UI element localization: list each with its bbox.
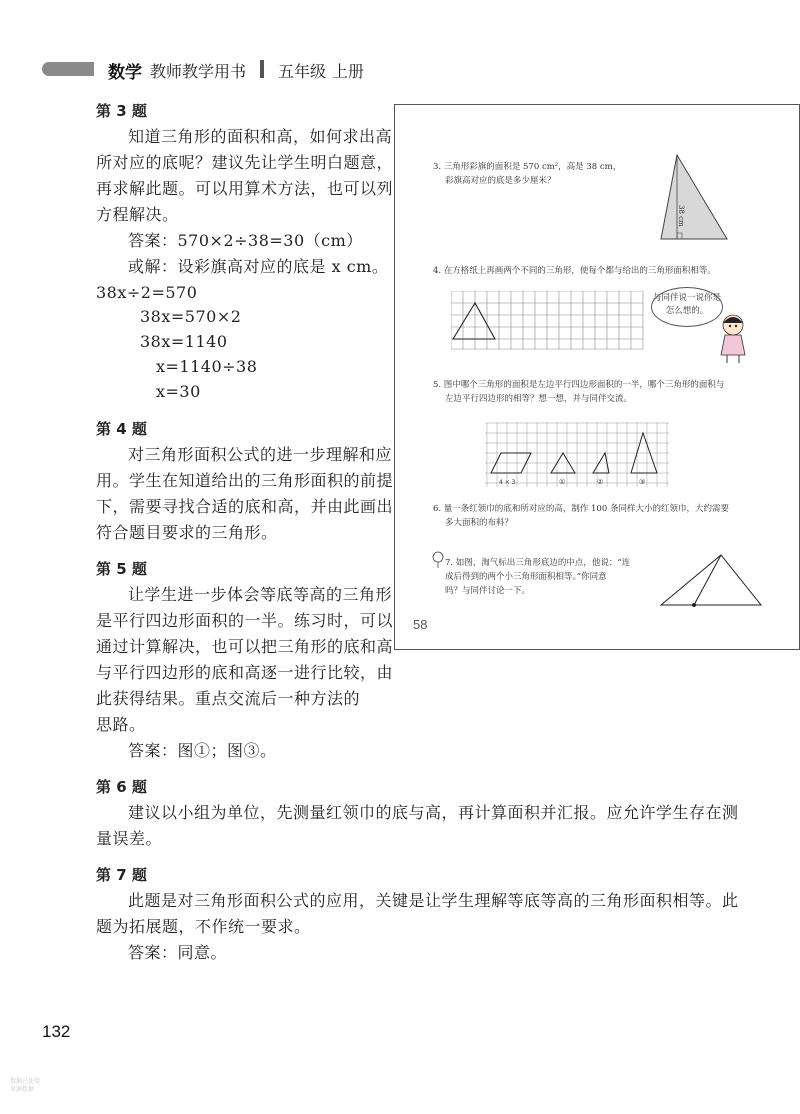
q3-equation: 38x=570×2	[140, 307, 242, 326]
inset-problem-5-cont: 左边平行四边形的相等？想一想，并与同伴交流。	[445, 394, 633, 404]
q4-para-line: 符合题目要求的三角形。	[96, 523, 278, 542]
textbook-page-inset	[394, 104, 800, 650]
q3-equation: x=30	[156, 382, 201, 401]
q5-para-line: 与平行四边形的底和高逐一进行比较，由	[96, 663, 394, 682]
q7-title: 第 7 题	[96, 866, 147, 884]
triangle-3-label: ③	[639, 478, 646, 486]
q5-para-line: 让学生进一步体会等底等高的三角形	[128, 585, 393, 604]
q5-title: 第 5 题	[96, 560, 147, 578]
inset-problem-6: 6. 量一条红领巾的底和所对应的高，制作 100 条同样大小的红领巾，大约需要	[433, 504, 729, 514]
q4-para-line: 下，需要寻找合适的底和高，并由此画出	[96, 497, 394, 516]
q4-title: 第 4 题	[96, 420, 147, 438]
girl-cartoon-icon	[715, 311, 751, 365]
inset-problem-7-cont: 吗？与同伴讨论一下。	[445, 586, 531, 596]
q5-para-line: 是平行四边形面积的一半。练习时，可以	[96, 611, 394, 630]
q6-title: 第 6 题	[96, 778, 147, 796]
q3-equation: x=1140÷38	[156, 357, 258, 376]
q7-answer: 答案：同意。	[128, 943, 228, 962]
inset-problem-3: 3. 三角形彩旗的面积是 570 cm²，高是 38 cm，	[433, 162, 622, 172]
q3-para-line: 知道三角形的面积和高，如何求出高	[128, 127, 393, 146]
header-divider	[260, 60, 264, 78]
q5-answer: 答案：图①；图③。	[128, 741, 277, 760]
inset-problem-4: 4. 在方格纸上再画两个不同的三角形，使每个都与给出的三角形面积相等。	[433, 266, 716, 276]
q7-para-line: 题为拓展题，不作统一要求。	[96, 917, 311, 936]
q3-equation: 38x÷2=570	[96, 283, 198, 302]
q5-para-line: 此获得结果。重点交流后一种方法的	[96, 689, 361, 708]
page-number: 132	[42, 1022, 71, 1041]
q5-para-line: 通过计算解决，也可以把三角形的底和高	[96, 637, 394, 656]
inset-page-number: 58	[413, 617, 428, 632]
q4-para-line: 用。学生在知道给出的三角形面积的前提	[96, 471, 394, 490]
grid-paper-figure	[451, 291, 645, 351]
header-book-title: 教师教学用书	[150, 62, 247, 81]
q3-answer: 答案：570×2÷38=30（cm）	[128, 231, 363, 250]
comparison-grid-figure	[485, 421, 671, 491]
q6-para-line: 建议以小组为单位，先测量红领巾的底与高，再计算面积并汇报。应允许学生存在测	[128, 803, 739, 822]
watermark-line: 数据已使用	[10, 1078, 41, 1085]
midpoint-triangle-figure	[657, 551, 767, 609]
q3-title: 第 3 题	[96, 102, 147, 120]
inset-problem-3-cont: 彩旗高对应的底是多少厘米？	[445, 176, 556, 186]
header-subject: 数学	[108, 63, 142, 83]
q3-alt: 或解：设彩旗高对应的底是 x cm。	[128, 257, 389, 276]
speech-bubble: 与同伴说一说你是怎么想的。	[651, 287, 723, 327]
watermark	[10, 1078, 40, 1094]
q4-para-line: 对三角形面积公式的进一步理解和应	[128, 445, 393, 464]
q3-para-line: 所对应的底呢？建议先让学生明白题意，	[96, 153, 394, 172]
pencil-icon	[431, 551, 445, 569]
triangle-1-label: ①	[559, 478, 566, 486]
inset-problem-5: 5. 图中哪个三角形的面积是左边平行四边形面积的一半，哪个三角形的面积与	[433, 380, 725, 390]
q7-para-line: 此题是对三角形面积公式的应用，关键是让学生理解等底等高的三角形面积相等。此	[128, 891, 739, 910]
inset-problem-7-cont: 成后得到的两个小三角形面积相等。”你同意	[445, 572, 607, 582]
header-tab-decoration	[42, 62, 94, 76]
parallelogram-label: 4 × 3	[499, 479, 516, 486]
flag-triangle-figure	[657, 153, 733, 243]
q3-para-line: 再求解此题。可以用算术方法，也可以列	[96, 179, 394, 198]
inset-problem-6-cont: 多大面积的布料？	[445, 518, 514, 528]
q3-para-line: 方程解决。	[96, 205, 179, 224]
flag-height-label: 38 cm	[677, 205, 685, 227]
header-grade: 五年级	[278, 62, 327, 81]
header-term: 上册	[332, 62, 365, 81]
q3-equation: 38x=1140	[140, 332, 228, 351]
q5-para-line: 思路。	[96, 715, 146, 734]
triangle-2-label: ②	[597, 478, 604, 486]
inset-problem-7: 7. 如图，淘气标出三角形底边的中点，他说：“连	[445, 558, 631, 568]
watermark-line: 来源数据	[10, 1086, 35, 1093]
q6-para-line: 量误差。	[96, 829, 163, 848]
